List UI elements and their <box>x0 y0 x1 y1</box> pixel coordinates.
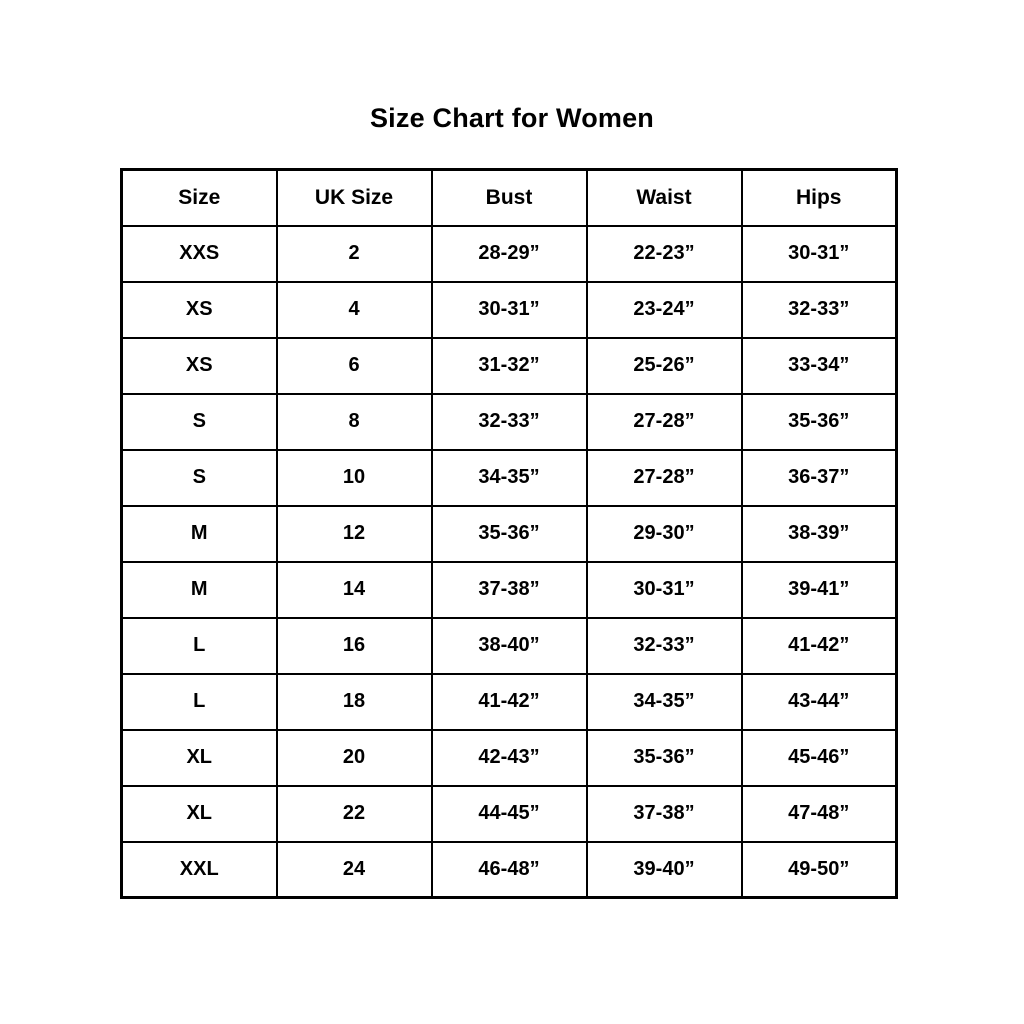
column-header: Waist <box>587 170 742 226</box>
table-cell: 30-31” <box>587 562 742 618</box>
table-cell: 41-42” <box>742 618 897 674</box>
table-cell: XXL <box>122 842 277 898</box>
table-cell: 42-43” <box>432 730 587 786</box>
table-cell: XS <box>122 338 277 394</box>
size-chart-table <box>120 168 898 899</box>
table-row <box>122 786 897 842</box>
table-cell: 30-31” <box>742 226 897 282</box>
table-row <box>122 506 897 562</box>
table-cell: 44-45” <box>432 786 587 842</box>
table-cell: 31-32” <box>432 338 587 394</box>
table-row <box>122 562 897 618</box>
column-header: UK Size <box>277 170 432 226</box>
table-row <box>122 730 897 786</box>
table-cell: 37-38” <box>432 562 587 618</box>
table-cell: 16 <box>277 618 432 674</box>
table-row <box>122 618 897 674</box>
table-cell: 20 <box>277 730 432 786</box>
table-header <box>122 170 897 226</box>
table-cell: 45-46” <box>742 730 897 786</box>
table-cell: 37-38” <box>587 786 742 842</box>
table-cell: 34-35” <box>432 450 587 506</box>
table-cell: M <box>122 562 277 618</box>
page-title: Size Chart for Women <box>369 103 655 133</box>
table-row <box>122 450 897 506</box>
table-body <box>122 226 897 898</box>
table-cell: 33-34” <box>742 338 897 394</box>
table-cell: 23-24” <box>587 282 742 338</box>
table-cell: 49-50” <box>742 842 897 898</box>
table-cell: L <box>122 618 277 674</box>
column-header: Bust <box>432 170 587 226</box>
table-cell: 32-33” <box>432 394 587 450</box>
table-row <box>122 842 897 898</box>
table-cell: 36-37” <box>742 450 897 506</box>
table-cell: 12 <box>277 506 432 562</box>
table-cell: 38-39” <box>742 506 897 562</box>
table-cell: 35-36” <box>742 394 897 450</box>
table-cell: 46-48” <box>432 842 587 898</box>
table-cell: 43-44” <box>742 674 897 730</box>
table-cell: 18 <box>277 674 432 730</box>
table-cell: 25-26” <box>587 338 742 394</box>
table-cell: 39-41” <box>742 562 897 618</box>
table-row <box>122 394 897 450</box>
table-cell: 6 <box>277 338 432 394</box>
table-row <box>122 226 897 282</box>
table-cell: 28-29” <box>432 226 587 282</box>
column-header: Size <box>122 170 277 226</box>
table-cell: 35-36” <box>432 506 587 562</box>
table-cell: 8 <box>277 394 432 450</box>
table-row <box>122 282 897 338</box>
table-cell: XL <box>122 730 277 786</box>
table-cell: XL <box>122 786 277 842</box>
table-cell: L <box>122 674 277 730</box>
table-cell: 29-30” <box>587 506 742 562</box>
table-cell: 2 <box>277 226 432 282</box>
table-cell: 10 <box>277 450 432 506</box>
table-cell: S <box>122 450 277 506</box>
table-header-row <box>122 170 897 226</box>
table-cell: 14 <box>277 562 432 618</box>
table-cell: 32-33” <box>742 282 897 338</box>
table-cell: S <box>122 394 277 450</box>
table-cell: 30-31” <box>432 282 587 338</box>
table-cell: 27-28” <box>587 450 742 506</box>
table-cell: XXS <box>122 226 277 282</box>
table-cell: 41-42” <box>432 674 587 730</box>
table-cell: 34-35” <box>587 674 742 730</box>
table-cell: XS <box>122 282 277 338</box>
table-cell: 24 <box>277 842 432 898</box>
table-row <box>122 338 897 394</box>
column-header: Hips <box>742 170 897 226</box>
table-cell: 39-40” <box>587 842 742 898</box>
table-cell: 4 <box>277 282 432 338</box>
table-cell: 32-33” <box>587 618 742 674</box>
table-cell: 47-48” <box>742 786 897 842</box>
table-cell: 22 <box>277 786 432 842</box>
table-row <box>122 674 897 730</box>
table-cell: 22-23” <box>587 226 742 282</box>
table-cell: M <box>122 506 277 562</box>
table-cell: 27-28” <box>587 394 742 450</box>
table-cell: 35-36” <box>587 730 742 786</box>
table-cell: 38-40” <box>432 618 587 674</box>
